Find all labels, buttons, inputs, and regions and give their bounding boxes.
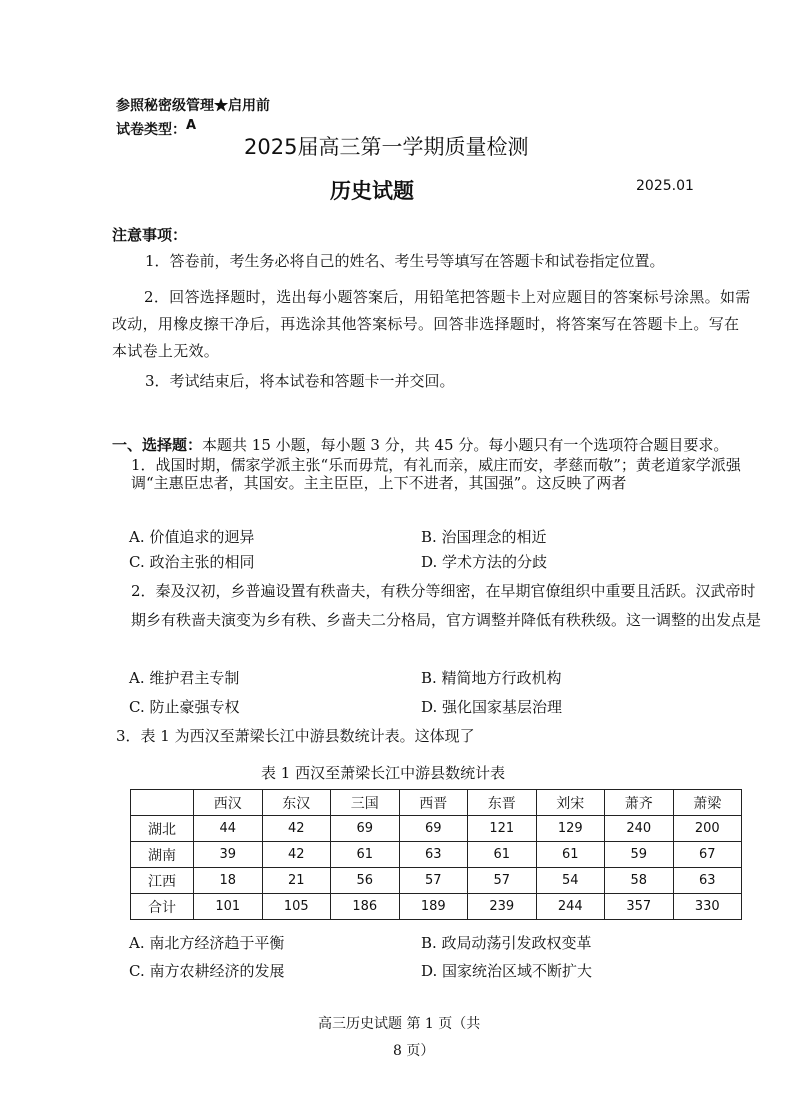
table-cell: 240 xyxy=(605,816,674,842)
table-cell: 42 xyxy=(262,816,331,842)
table-cell: 61 xyxy=(536,842,605,868)
table-caption: 表 1 西汉至萧梁长江中游县数统计表 xyxy=(261,764,506,782)
table-row xyxy=(131,842,742,868)
section-description: 本题共 15 小题，每小题 3 分，共 45 分。每小题只有一个选项符合题目要求。 xyxy=(202,436,729,454)
note-item-1: 1．答卷前，考生务必将自己的姓名、考生号等填写在答题卡和试卷指定位置。 xyxy=(145,252,665,270)
exam-title-year: 2025 xyxy=(244,135,298,159)
exam-title-rest: 届高三第一学期质量检测 xyxy=(297,135,529,159)
table-header-cell: 西汉 xyxy=(194,790,263,816)
table-cell: 39 xyxy=(194,842,263,868)
page-footer-line-2: 8 页） xyxy=(393,1043,435,1059)
question-1-option-a: A. 价值追求的迥异 xyxy=(129,528,255,546)
note-item-3: 3．考试结束后，将本试卷和答题卡一并交回。 xyxy=(145,372,455,390)
table-cell: 57 xyxy=(468,868,537,894)
table-cell: 105 xyxy=(262,894,331,920)
table-cell: 57 xyxy=(399,868,468,894)
row-label: 湖南 xyxy=(131,842,194,868)
question-3-option-c: C. 南方农耕经济的发展 xyxy=(129,962,285,980)
table-cell: 44 xyxy=(194,816,263,842)
note-item-2: 2．回答选择题时，选出每小题答案后，用铅笔把答题卡上对应题目的答案标号涂黑。如需改动，用橡皮擦干净后，再选涂其他答案标号。回答非选择题时，将答案写在答题卡上。写在本试卷上无效。 xyxy=(112,288,751,360)
question-3-option-b: B. 政局动荡引发政权变革 xyxy=(421,934,592,952)
table-header-cell xyxy=(131,790,194,816)
table-cell: 121 xyxy=(468,816,537,842)
table-cell: 18 xyxy=(194,868,263,894)
secrecy-label: 参照秘密级管理★启用前 xyxy=(116,98,270,114)
table-cell: 61 xyxy=(331,842,400,868)
question-1-option-b: B. 治国理念的相近 xyxy=(421,528,547,546)
table-cell: 59 xyxy=(605,842,674,868)
page-footer-line-1: 高三历史试题 第 1 页（共 xyxy=(318,1016,481,1032)
question-1-stem: 1．战国时期，儒家学派主张“乐而毋荒，有礼而亲，威庄而安，孝慈而敬”；黄老道家学派强调“主惠臣忠者，其国安。主主臣臣，上下不进者，其国强”。这反映了两者 xyxy=(131,456,741,492)
table-cell: 129 xyxy=(536,816,605,842)
question-3-stem: 3．表 1 为西汉至萧梁长江中游县数统计表。这体现了 xyxy=(116,727,475,745)
question-2-option-d: D. 强化国家基层治理 xyxy=(421,698,563,716)
table-cell: 42 xyxy=(262,842,331,868)
table-cell: 189 xyxy=(399,894,468,920)
table-cell: 54 xyxy=(536,868,605,894)
table-cell: 56 xyxy=(331,868,400,894)
table-cell: 244 xyxy=(536,894,605,920)
table-cell: 67 xyxy=(673,842,742,868)
table-cell: 58 xyxy=(605,868,674,894)
exam-date: 2025.01 xyxy=(636,178,694,194)
county-statistics-table xyxy=(130,789,742,920)
question-2-option-c: C. 防止豪强专权 xyxy=(129,698,240,716)
table-cell: 63 xyxy=(399,842,468,868)
question-1-option-c: C. 政治主张的相同 xyxy=(129,553,255,571)
table-cell: 200 xyxy=(673,816,742,842)
table-header-cell: 萧齐 xyxy=(605,790,674,816)
question-3-option-a: A. 南北方经济趋于平衡 xyxy=(129,934,285,952)
table-header-cell: 东晋 xyxy=(468,790,537,816)
paper-type-label: 试卷类型： xyxy=(116,122,186,138)
table-cell: 101 xyxy=(194,894,263,920)
question-2-option-a: A. 维护君主专制 xyxy=(129,669,240,687)
question-2-option-b: B. 精简地方行政机构 xyxy=(421,669,562,687)
table-row xyxy=(131,816,742,842)
question-3-option-d: D. 国家统治区域不断扩大 xyxy=(421,962,593,980)
table-cell: 69 xyxy=(399,816,468,842)
table-cell: 239 xyxy=(468,894,537,920)
section-heading xyxy=(112,434,728,455)
row-label: 湖北 xyxy=(131,816,194,842)
section-title: 一、选择题： xyxy=(112,436,203,454)
table-header-cell: 西晋 xyxy=(399,790,468,816)
subject-title: 历史试题 xyxy=(330,178,414,203)
table-row-total xyxy=(131,894,742,920)
table-cell: 357 xyxy=(605,894,674,920)
table-cell: 63 xyxy=(673,868,742,894)
row-label: 江西 xyxy=(131,868,194,894)
table-cell: 61 xyxy=(468,842,537,868)
table-header-cell: 萧梁 xyxy=(673,790,742,816)
paper-type-value: A xyxy=(186,118,197,133)
question-2-stem: 2．秦及汉初，乡普遍设置有秩啬夫，有秩分等细密，在早期官僚组织中重要且活跃。汉武帝时期乡有秩啬夫演变为乡有秩、乡啬夫二分格局，官方调整并降低有秩秩级。这一调整的出发点是 xyxy=(131,582,762,629)
table-cell: 69 xyxy=(331,816,400,842)
row-label: 合计 xyxy=(131,894,194,920)
table-header-cell: 刘宋 xyxy=(536,790,605,816)
table-header-row xyxy=(131,790,742,816)
notes-heading: 注意事项： xyxy=(112,226,188,244)
exam-title xyxy=(244,131,528,161)
table-cell: 21 xyxy=(262,868,331,894)
table-header-cell: 三国 xyxy=(331,790,400,816)
table-cell: 186 xyxy=(331,894,400,920)
question-1-option-d: D. 学术方法的分歧 xyxy=(421,553,548,571)
table-row xyxy=(131,868,742,894)
table-header-cell: 东汉 xyxy=(262,790,331,816)
paper-type xyxy=(116,119,196,139)
table-cell: 330 xyxy=(673,894,742,920)
